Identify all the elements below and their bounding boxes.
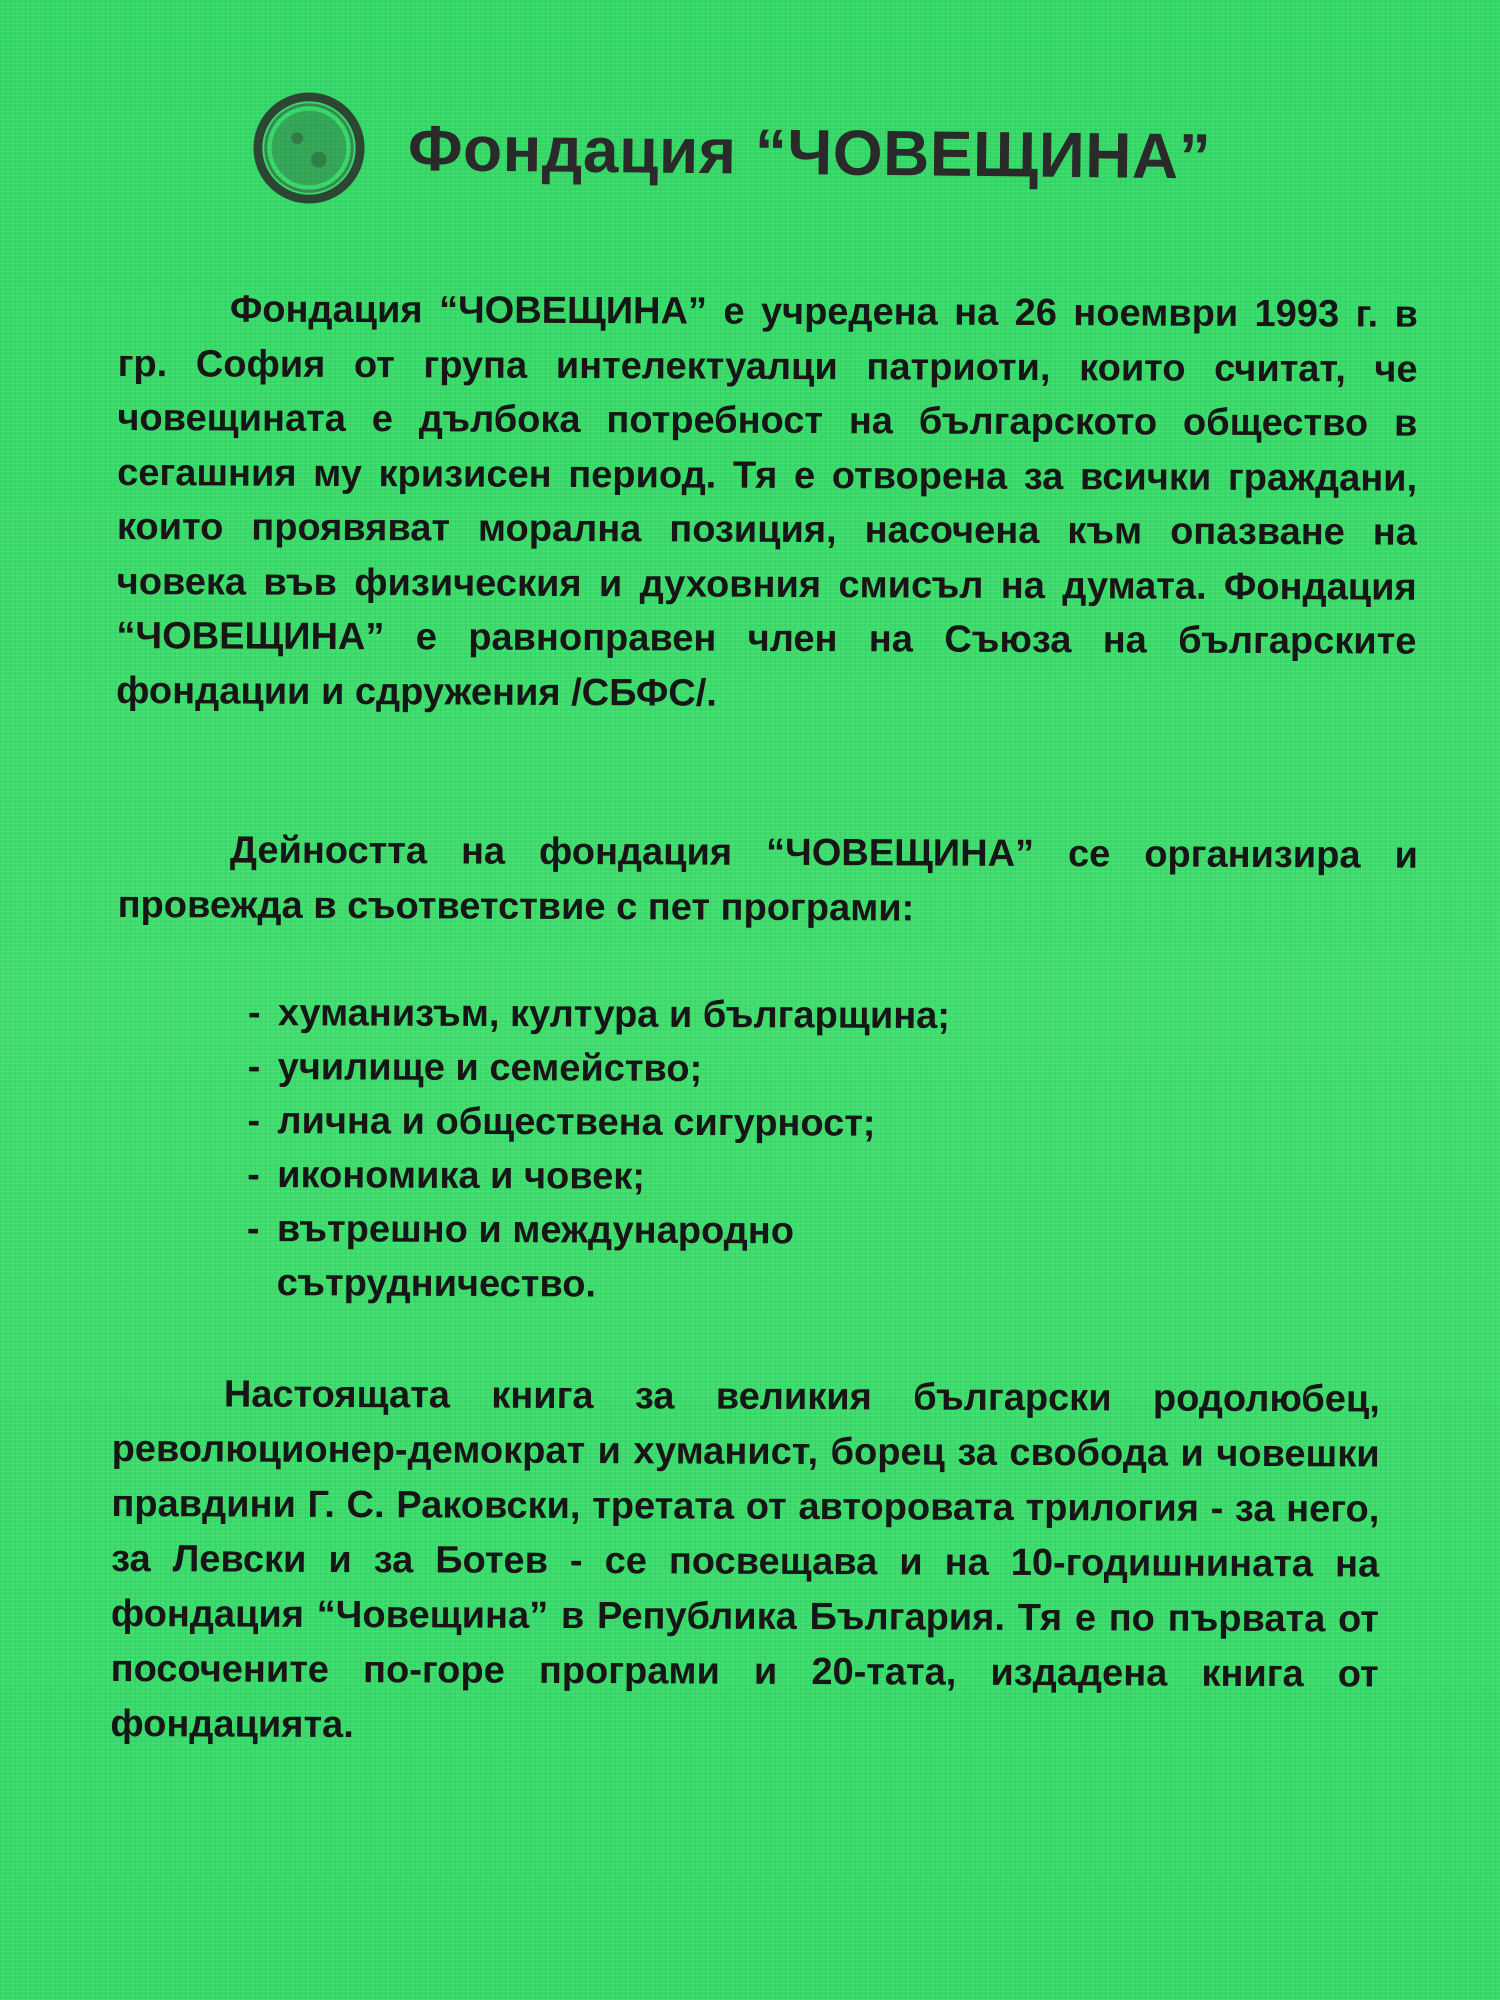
activity-text: Дейността на фондация “ЧОВЕЩИНА” се организира и провежда в съответствие с пет програми: bbox=[117, 829, 1418, 929]
dedication-text: Настоящата книга за великия български родолюбец, революционер-демократ и хуманист, борец за свобода и човешки правдини Г. С. Раковски, третата от авторовата трилогия - за него, за Левски и за Ботев - се посвещава и на 10-годишнината на фондация “Човещина” в Република България. Тя е по първата от посочените по-горе програми и 20-тата, издадена книга от фондацията. bbox=[110, 1373, 1380, 1747]
circle-seal-icon bbox=[250, 89, 368, 207]
list-item: - лична и обществена сигурност; bbox=[247, 1094, 1247, 1152]
list-item: - хуманизъм, култура и българщина; bbox=[248, 986, 1248, 1044]
header bbox=[250, 88, 1300, 208]
activity-paragraph bbox=[118, 823, 1418, 938]
dedication-paragraph bbox=[110, 1367, 1380, 1758]
page-title: Фондация “ЧОВЕЩИНА” bbox=[407, 112, 1212, 193]
list-item: - училище и семейство; bbox=[248, 1040, 1248, 1098]
intro-paragraph bbox=[116, 282, 1418, 724]
programs-list bbox=[247, 986, 1248, 1314]
list-item: - вътрешно и международно сътрудничество. bbox=[247, 1202, 917, 1313]
list-item: - икономика и човек; bbox=[247, 1148, 1247, 1206]
intro-text: Фондация “ЧОВЕЩИНА” е учредена на 26 ноември 1993 г. в гр. София от група интелектуалци патриоти, които считат, че човещината е дълбока потребност на българското общество в сегашния му кризисен период. Тя е отворена за всички граждани, които проявяват морална позиция, насочена към опазване на човека във физическия и духовния смисъл на думата. Фондация “ЧОВЕЩИНА” е равноправен член на Съюза на българските фондации и сдружения /СБФС/. bbox=[116, 288, 1418, 715]
